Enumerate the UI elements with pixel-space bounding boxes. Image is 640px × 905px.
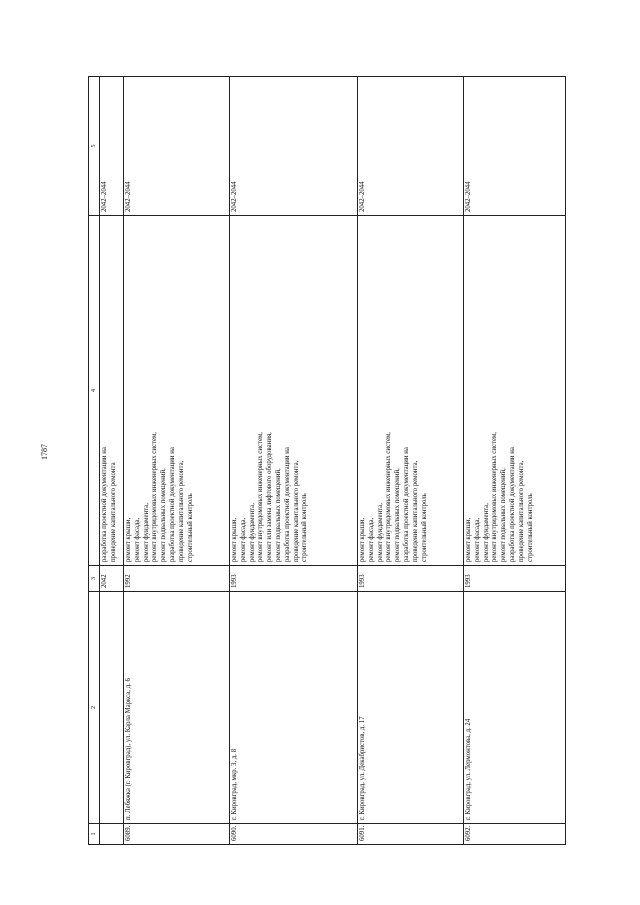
work-item: ремонт внутридомовых инженерных систем,	[151, 432, 159, 562]
row-number-cell: 6091.	[358, 824, 464, 845]
period-cell: 2042–2044	[100, 77, 124, 216]
work-item: ремонт крыши,	[359, 517, 366, 562]
address-cell: п. Лебяжка (г. Кировград), ул. Карла Маркса, д. 6	[124, 592, 230, 824]
work-item: ремонт фундамента,	[482, 503, 490, 562]
address-cell: г. Кировград, мкр. 3, д. 8	[230, 592, 358, 824]
year-cell: 2042	[100, 566, 124, 592]
work-item: проведение капитального ремонта	[109, 462, 117, 562]
work-item: ремонт фундамента,	[142, 503, 150, 562]
period-cell: 2042–2044	[464, 77, 566, 216]
work-item: строительный контроль	[301, 493, 309, 562]
work-item: ремонт фасада,	[133, 517, 141, 562]
work-item: разработка проектной документации на	[402, 447, 410, 562]
column-number-1: 1	[89, 824, 100, 845]
period-cell: 2042–2044	[358, 77, 464, 216]
work-item: ремонт подвальных помещений,	[394, 468, 402, 562]
work-item: ремонт подвальных помещений,	[274, 468, 282, 562]
year-cell: 1993	[464, 566, 566, 592]
work-item: строительный контроль	[420, 493, 428, 562]
works-cell	[230, 216, 358, 566]
work-item: разработка проектной документации на	[283, 447, 291, 562]
column-number-5: 5	[89, 77, 100, 216]
work-item: ремонт крыши,	[231, 517, 238, 562]
work-item: проведение капитального ремонта,	[177, 460, 185, 562]
work-item: проведение капитального ремонта,	[292, 460, 300, 562]
column-number-3: 3	[89, 566, 100, 592]
address-cell	[100, 592, 124, 824]
row-number-cell: 6089.	[124, 824, 230, 845]
works-cell	[358, 216, 464, 566]
continuation-row	[100, 77, 124, 845]
address-cell: г. Кировград, ул. Лермонтова, д. 24	[464, 592, 566, 824]
work-item: строительный контроль	[526, 493, 534, 562]
work-item: разработка проектной документации на	[508, 447, 516, 562]
row-number-cell	[100, 824, 124, 845]
table-header-row	[89, 77, 100, 845]
work-item: ремонт крыши,	[465, 517, 472, 562]
repair-schedule-table	[88, 76, 566, 845]
address-cell: г. Кировград, ул. Декабристов, д. 17	[358, 592, 464, 824]
works-cell	[100, 216, 124, 566]
work-item: проведение капитального ремонта,	[411, 460, 419, 562]
work-item: проведение капитального ремонта,	[517, 460, 525, 562]
table-row	[358, 77, 464, 845]
work-item: ремонт фасада,	[367, 517, 375, 562]
table-row	[124, 77, 230, 845]
column-number-2: 2	[89, 592, 100, 824]
column-number-4: 4	[89, 216, 100, 566]
work-item: ремонт внутридомовых инженерных систем,	[491, 432, 499, 562]
work-item: разработка проектной документации на	[101, 447, 108, 562]
works-cell	[464, 216, 566, 566]
works-cell	[124, 216, 230, 566]
period-cell: 2042–2044	[230, 77, 358, 216]
work-item: ремонт фасада,	[239, 517, 247, 562]
work-item: ремонт или замена лифтового оборудования,	[266, 432, 274, 562]
work-item: ремонт фасада,	[473, 517, 481, 562]
page-number: 1787	[40, 444, 49, 460]
year-cell: 1993	[358, 566, 464, 592]
table-row	[230, 77, 358, 845]
work-item: разработка проектной документации на	[168, 447, 176, 562]
rotated-table-container	[88, 77, 555, 845]
row-number-cell: 6092.	[464, 824, 566, 845]
work-item: ремонт фундамента,	[248, 503, 256, 562]
year-cell: 1993	[230, 566, 358, 592]
row-number-cell: 6090.	[230, 824, 358, 845]
work-item: строительный контроль	[186, 493, 194, 562]
year-cell: 1992	[124, 566, 230, 592]
period-cell: 2042–2044	[124, 77, 230, 216]
work-item: ремонт внутридомовых инженерных систем,	[257, 432, 265, 562]
table-row	[464, 77, 566, 845]
work-item: ремонт фундамента,	[376, 503, 384, 562]
work-item: ремонт внутридомовых инженерных систем,	[385, 432, 393, 562]
work-item: ремонт подвальных помещений,	[160, 468, 168, 562]
work-item: ремонт подвальных помещений,	[500, 468, 508, 562]
work-item: ремонт крыши,	[125, 517, 132, 562]
